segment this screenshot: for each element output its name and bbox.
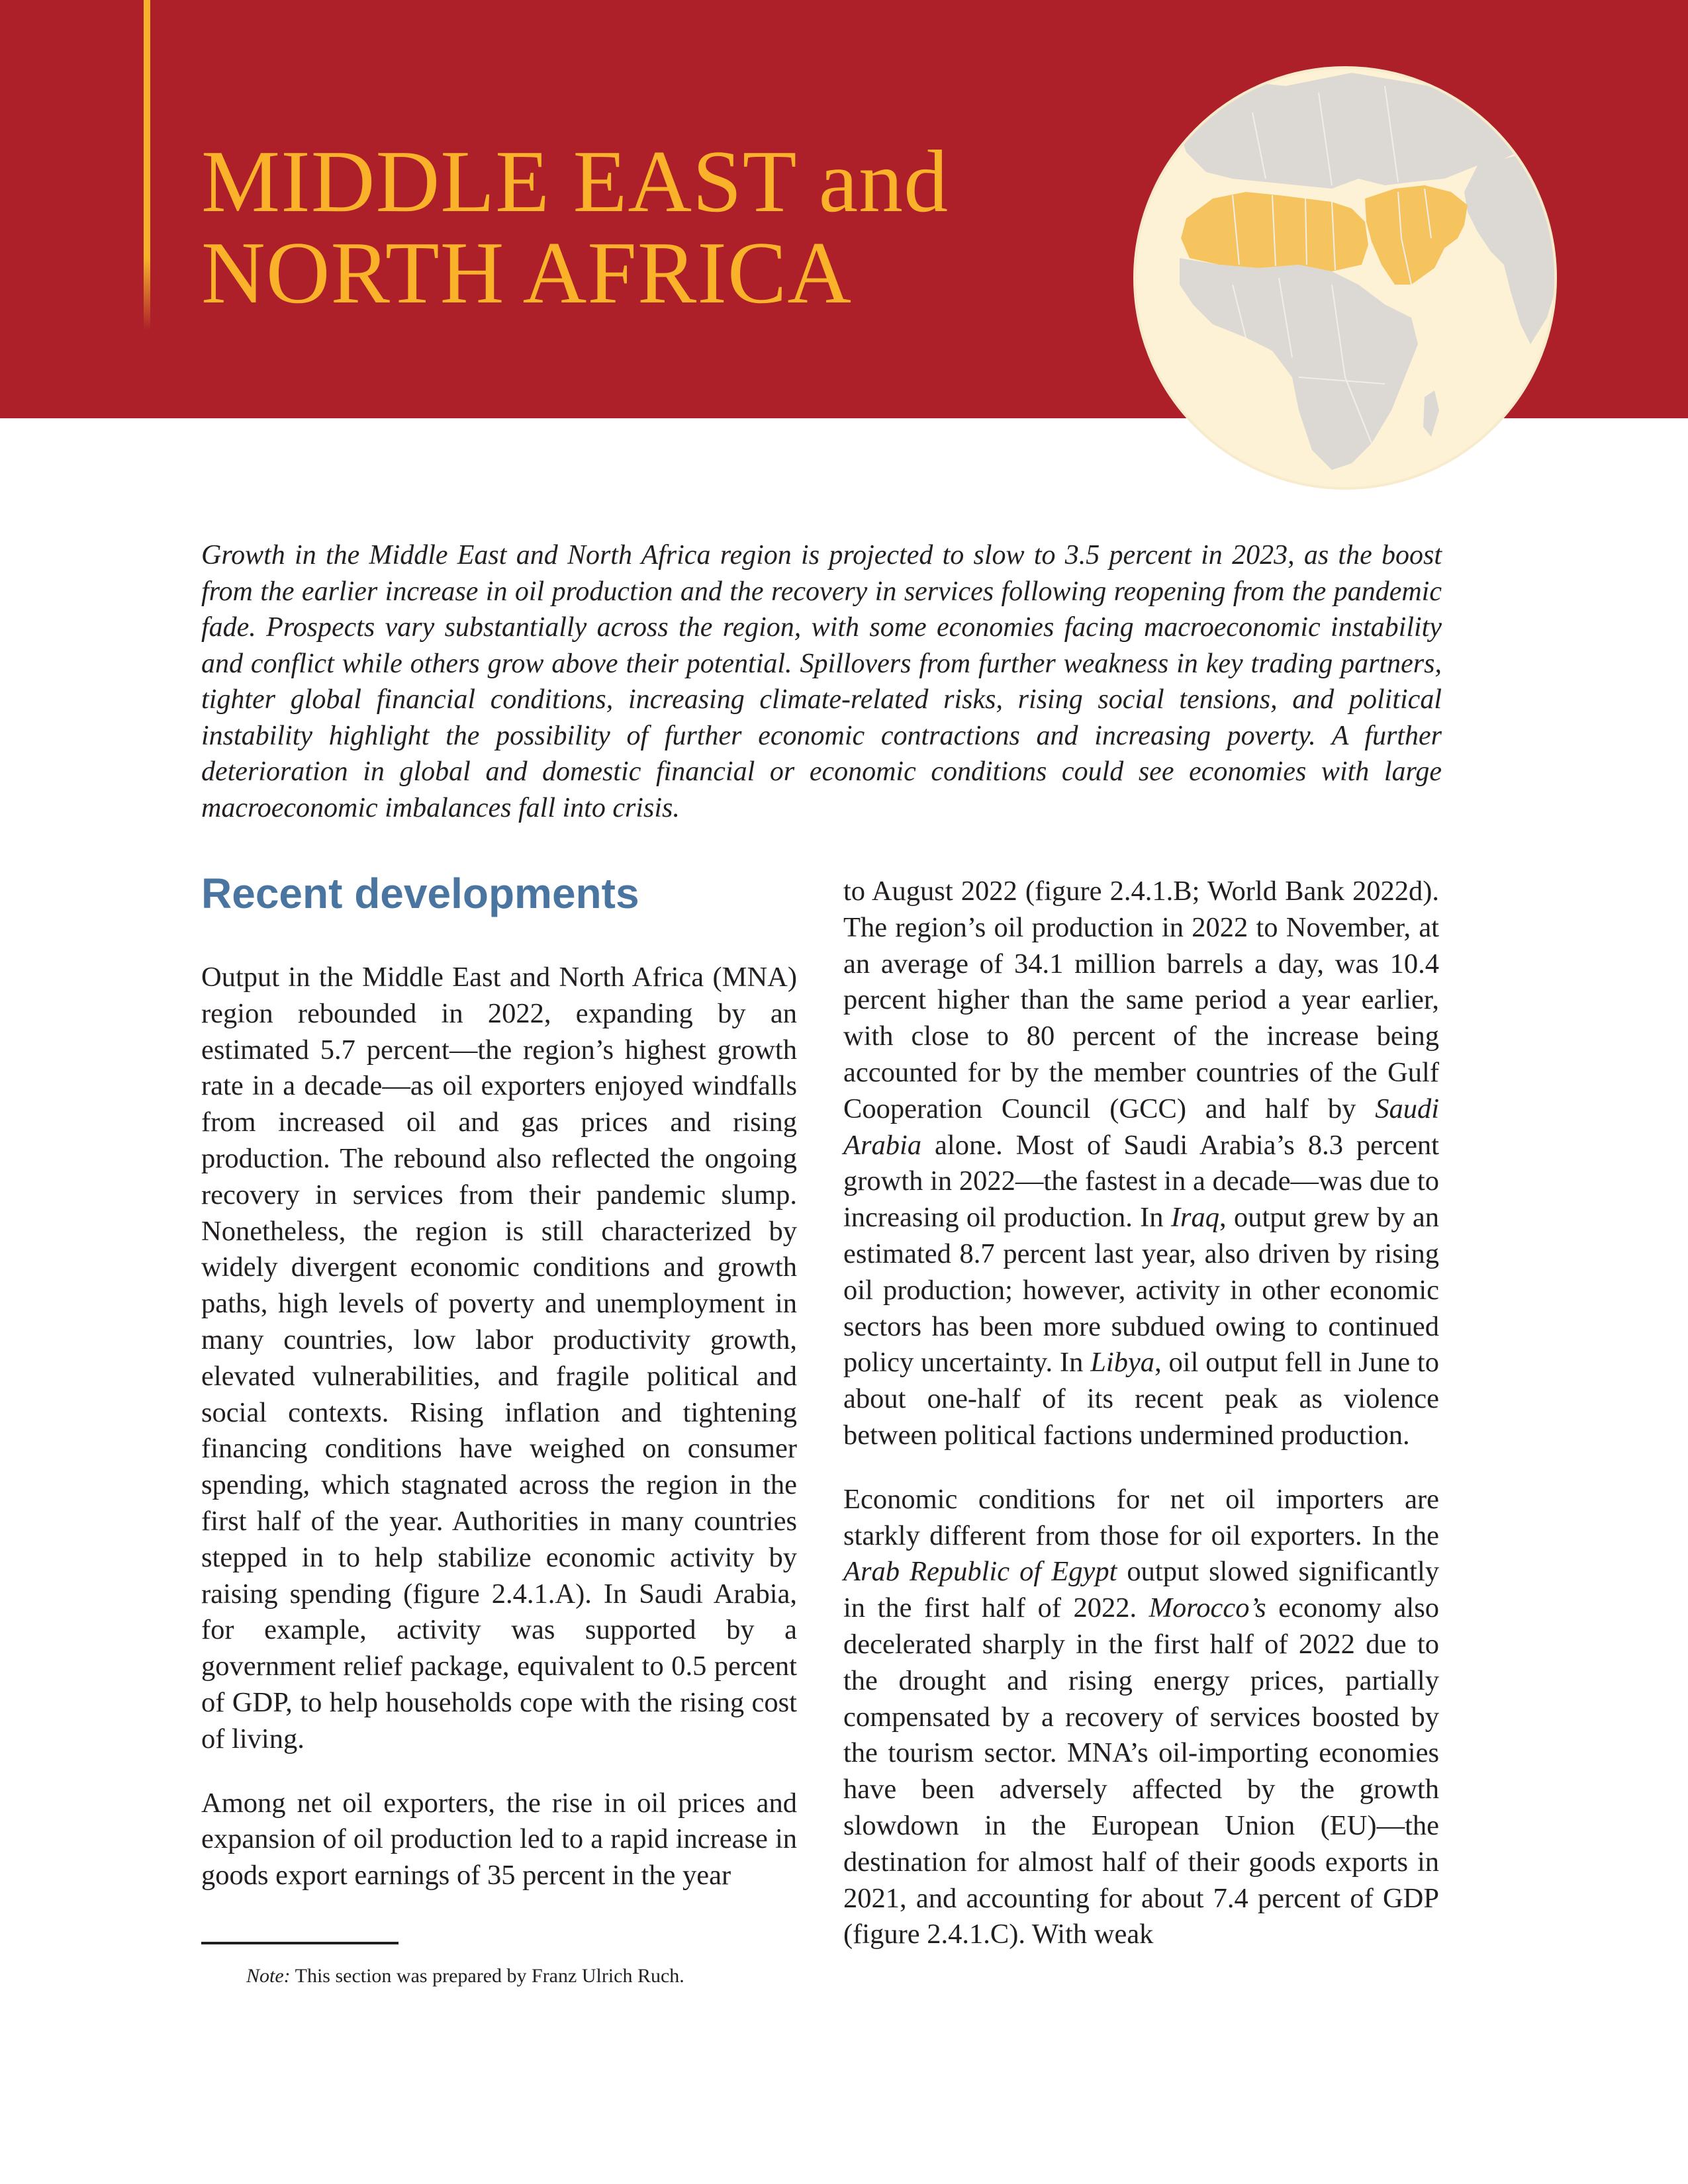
right-p1-text-c: , output grew by an estimated 8.7 percent last year, also driven by rising oil production; however, activity in other economic sectors has been more subdued owing to continued policy uncertainty. In (843, 1202, 1439, 1379)
left-paragraph-2: Among net oil exporters, the rise in oil prices and expansion of oil production led to a rapid increase in goods export earnings of 35 percent in the year (201, 1787, 797, 1891)
right-p1-text-d: , oil output fell in June to about one-half of its recent peak as violence between political factions undermined production. (843, 1347, 1439, 1451)
footnote-divider (201, 1942, 399, 1944)
footnote (246, 1963, 684, 1989)
right-p2-text-b: output slowed significantly in the first half of 2022. (843, 1556, 1440, 1624)
right-p2-text-a: Economic conditions for net oil importers are starkly different from those for oil exporters. In the (843, 1483, 1439, 1551)
banner-accent-stripe (144, 0, 150, 331)
intro-summary: Growth in the Middle East and North Africa region is projected to slow to 3.5 percent in 2023, as the boost from the earlier increase in oil production and the recovery in services following reopening from the pandemic fade. Prospects vary substantially across the region, with some economies facing macroeconomic instability and conflict while others grow above their potential. Spillovers from further weakness in key trading partners, tighter global financial conditions, increasing climate-related risks, rising social tensions, and political instability highlight the possibility of further economic contractions and increasing poverty. A further deterioration in global and domestic financial or economic conditions could see economies with large macroeconomic imbalances fall into crisis. (201, 540, 1442, 823)
title-line-2: NORTH AFRICA (201, 224, 853, 322)
section-heading: Recent developments (201, 870, 639, 917)
right-p1-text-b: alone. Most of Saudi Arabia’s 8.3 percent growth in 2022—the fastest in a decade—was due to increasing oil production. In (843, 1129, 1439, 1234)
footnote-text: This section was prepared by Franz Ulrich Ruch. (290, 1965, 684, 1987)
country-egypt: Arab Republic of Egypt (843, 1556, 1117, 1588)
country-libya: Libya (1090, 1347, 1155, 1379)
right-p1-text-a: to August 2022 (figure 2.4.1.B; World Bank 2022d). The region’s oil production in 2022 to November, at an average of 34.1 million barrels a day, was 10.4 percent higher than the same period a year earlier, with close to 80 percent of the increase being accounted for by the member countries of the Gulf Cooperation Council (GCC) and half by (843, 876, 1439, 1124)
country-iraq: Iraq (1170, 1202, 1220, 1234)
right-paragraph-1 (843, 874, 1439, 1454)
left-paragraph-1: Output in the Middle East and North Africa (MNA) region rebounded in 2022, expanding by an estimated 5.7 percent—the region’s highest growth rate in a decade—as oil exporters enjoyed windfalls from increased oil and gas prices and rising production. The rebound also reflected the ongoing recovery in services from their pandemic slump. Nonetheless, the region is still characterized by widely divergent economic conditions and growth paths, high levels of poverty and unemployment in many countries, low labor productivity growth, elevated vulnerabilities, and fragile political and social contexts. Rising inflation and tightening financing conditions have weighed on consumer spending, which stagnated across the region in the first half of the year. Authorities in many countries stepped in to help stabilize economic activity by raising spending (figure 2.4.1.A). In Saudi Arabia, for example, activity was supported by a government relief package, equivalent to 0.5 percent of GDP, to help households cope with the rising cost of living. (201, 962, 797, 1754)
page-title (201, 132, 949, 322)
right-p2-text-c: economy also decelerated sharply in the first half of 2022 due to the drought and rising energy prices, partially compensated by a recovery of services boosted by the tourism sector. MNA’s oil-importing economies have been adversely affected by the growth slowdown in the European Union (EU)—the destination for almost half of their goods exports in 2021, and accounting for about 7.4 percent of GDP (figure 2.4.1.C). With weak (843, 1592, 1439, 1950)
footnote-label: Note: (246, 1965, 291, 1987)
region-globe-map (1133, 66, 1557, 490)
country-saudi-arabia: Saudi Arabia (843, 1093, 1439, 1161)
left-column (201, 867, 797, 1922)
title-line-1: MIDDLE EAST and (201, 132, 949, 230)
right-paragraph-2 (843, 1482, 1439, 1953)
right-column (843, 874, 1439, 1981)
country-morocco: Morocco’s (1149, 1592, 1266, 1624)
